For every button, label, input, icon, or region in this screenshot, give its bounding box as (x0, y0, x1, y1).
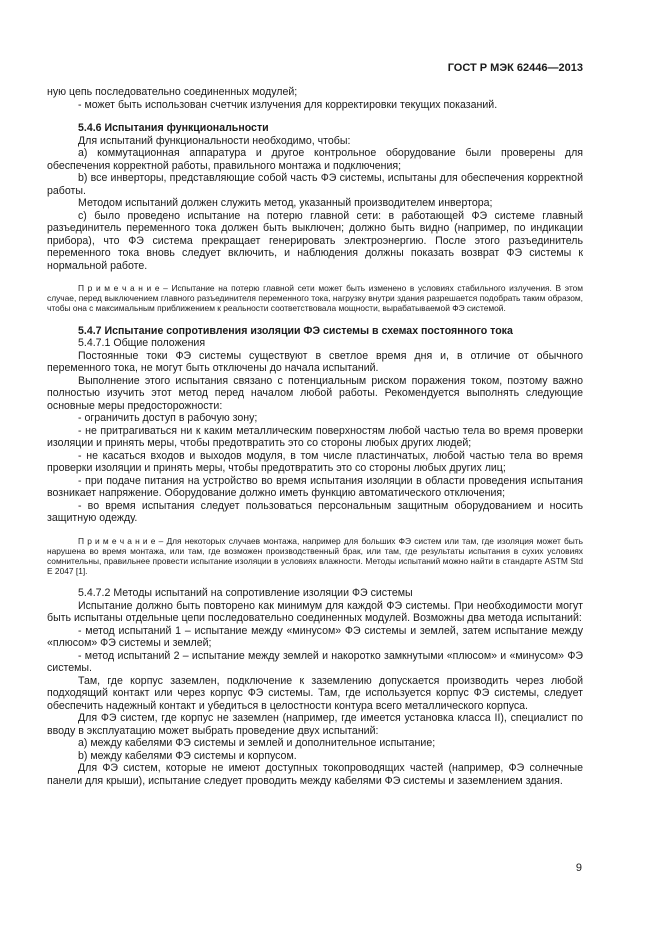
paragraph: Там, где корпус заземлен, подключение к заземлению допускается производить через любой подходящий контакт или через корпус ФЭ системы. Там, где используется корпус ФЭ системы, следует обеспечить надежный контакт и убедиться в целостности контура всего металлического корпуса. (47, 674, 583, 712)
subsection-heading: 5.4.7.2 Методы испытаний на сопротивление изоляции ФЭ системы (78, 587, 413, 600)
list-item: а) коммутационная аппаратура и другое контрольное оборудование были проверены для обеспечения корректной работы, правильного монтажа и подключения; (47, 147, 583, 172)
paragraph: Для ФЭ систем, где корпус не заземлен (например, где имеется установка класса II), специалист по вводу в эксплуатацию может выбрать проведение двух испытаний: (47, 712, 583, 737)
text-line: ную цепь последовательно соединенных модулей; (47, 86, 298, 98)
subsection-heading: 5.4.7.1 Общие положения (78, 337, 206, 350)
list-item: c) было проведено испытание на потерю главной сети: в работающей ФЭ системе главный разъединитель переменного тока должен быть выключен; должно быть видно (например, по индикации прибора), что ФЭ система прекращает генерировать электроэнергию. После этого разъединитель переменного тока вновь следует включить, и наблюдения должны показать возврат ФЭ системы к нормальной работе. (47, 209, 583, 272)
list-item: а) между кабелями ФЭ системы и землей и дополнительное испытание; (78, 737, 436, 750)
list-item: - не притрагиваться ни к каким металлическим поверхностям любой частью тела во время проверки изоляции и принять меры, чтобы предотвратить это со стороны любых других людей; (47, 424, 583, 450)
list-item: - ограничить доступ в рабочую зону; (78, 412, 258, 425)
note: П р и м е ч а н и е – Испытание на потерю главной сети может быть изменено в условиях стабильного излучения. В этом случае, перед выключением главного разъединителя переменного тока, нагрузку внутри здания разрешается подобрать таким образом, чтобы она с максимальным приближением к реальности соответствовала мощности, вырабатываемой ФЭ системой. (47, 283, 583, 314)
list-item: - не касаться входов и выходов модуля, в том числе пластинчатых, любой частью тела во время проверки изоляции и принять меры, чтобы предотвратить это со стороны любых других лиц; (47, 449, 583, 475)
document-header: ГОСТ Р МЭК 62446—2013 (447, 62, 583, 74)
text-line: - может быть использован счетчик излучения для корректировки текущих показаний. (78, 98, 498, 111)
list-item: b) все инверторы, представляющие собой часть ФЭ системы, испытаны для обеспечения корректной работы. (47, 172, 583, 197)
paragraph: Для ФЭ систем, которые не имеют доступных токопроводящих частей (например, ФЭ солнечные панели для крыши), испытание следует проводить между кабелями ФЭ системы и заземлением здания. (47, 762, 583, 787)
paragraph: Для испытаний функциональности необходимо, чтобы: (78, 134, 351, 147)
paragraph: Выполнение этого испытания связано с потенциальным риском поражения током, поэтому важно полностью изучить этот метод перед началом любой работы. Рекомендуется выполнять следующие основные меры предосторожности: (47, 374, 583, 412)
list-item: b) между кабелями ФЭ системы и корпусом. (78, 749, 297, 762)
paragraph: Испытание должно быть повторено как минимум для каждой ФЭ системы. При необходимости могут быть испытаны отдельные цепи последовательно соединенных модулей. Возможны два метода испытаний: (47, 599, 583, 625)
list-item: - метод испытаний 1 – испытание между «минусом» ФЭ системы и землей, затем испытание между «плюсом» ФЭ системы и землей; (47, 624, 583, 650)
list-item: - при подаче питания на устройство во время испытания изоляции в области проведения испытания возникает напряжение. Оборудование должно иметь функцию автоматического отключения; (47, 474, 583, 500)
paragraph: Постоянные токи ФЭ системы существуют в светлое время дня и, в отличие от обычного переменного тока, не могут быть отключены до начала испытаний. (47, 349, 583, 375)
list-item: - метод испытаний 2 – испытание между землей и накоротко замкнутыми «плюсом» и «минусом» ФЭ системы. (47, 649, 583, 675)
list-item: - во время испытания следует пользоваться персональным защитным оборудованием и носить защитную одежду. (47, 499, 583, 525)
section-heading-5-4-6: 5.4.6 Испытания функциональности (78, 122, 269, 134)
document-body (47, 86, 583, 787)
section-heading-5-4-7: 5.4.7 Испытание сопротивления изоляции ФЭ системы в схемах постоянного тока (78, 324, 513, 337)
paragraph: Методом испытаний должен служить метод, указанный производителем инвертора; (78, 197, 493, 209)
page-number: 9 (575, 862, 582, 874)
note: П р и м е ч а н и е – Для некоторых случаев монтажа, например для больших ФЭ систем или там, где изоляция может быть нарушена во время монтажа, или там, где возможен производственный брак, или там, где результаты испытания в сухих условиях сомнительны, правильнее провести испытание изоляции в условиях влажности. Методы испытаний можно найти в стандарте ASTM Std E 2047 [1]. (47, 535, 583, 577)
